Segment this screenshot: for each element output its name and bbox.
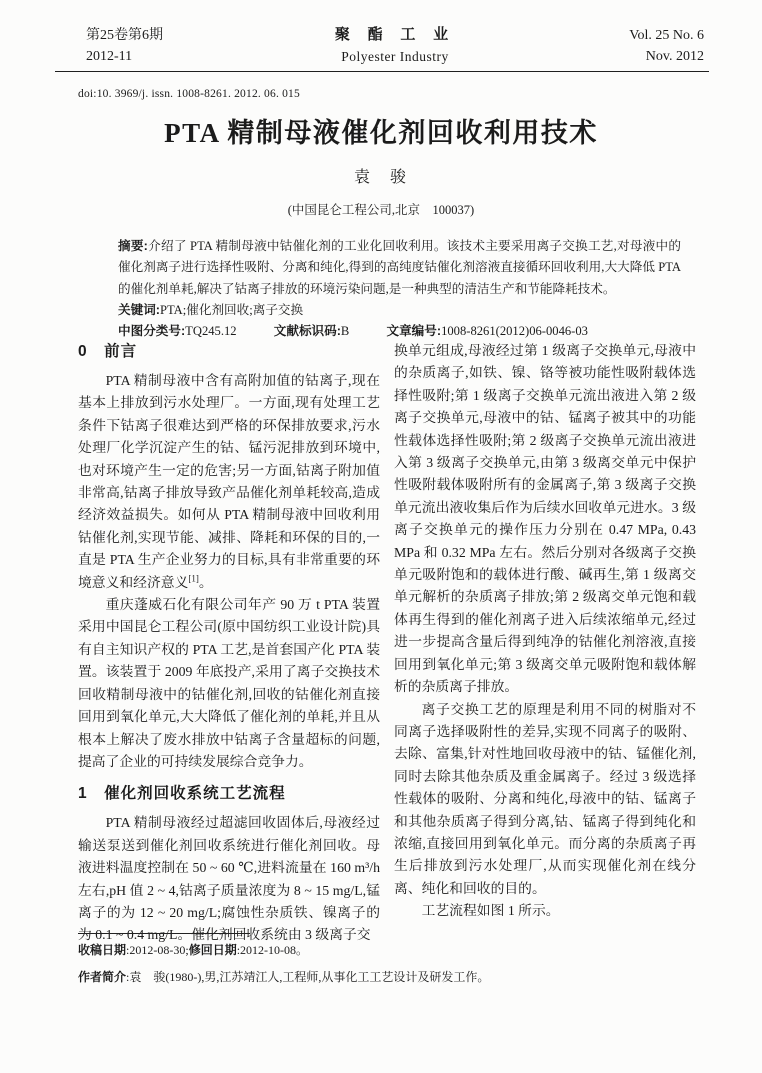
- abstract-text: 介绍了 PTA 精制母液中钴催化剂的工业化回收利用。该技术主要采用离子交换工艺,对母液中的催化剂离子进行选择性吸附、分离和纯化,得到的高纯度钴催化剂溶液直接循环回收利用,大大降低 PTA 的催化剂单耗,解决了钴离子排放的环境污染问题,是一种典型的清洁生产和节能降耗技术。: [118, 239, 681, 296]
- paragraph-principle: 离子交换工艺的原理是利用不同的树脂对不同离子选择吸附性的差异,实现不同离子的吸附、去除、富集,针对性地回收母液中的钴、锰催化剂,同时去除其他杂质及重金属离子。经过 3 级选择性载体的吸附、分离和纯化,母液中的钴、锰离子和其他杂质离子得到分离,钴、锰离子得到纯化和浓缩,直接回用到氧化单元。而分离的杂质离子再生后排放到污水处理厂,从而实现催化剂在线分离、纯化和回收的目的。: [394, 701, 696, 896]
- paragraph-process-1-continued: 换单元组成,母液经过第 1 级离子交换单元,母液中的杂质离子,如铁、镍、铬等被功能性吸附载体选择性吸附;第 1 级离子交换单元流出液进入第 2 级离子交换单元,母液中的钴、锰离子被其中的功能性载体选择性吸附;第 2 级离子交换单元流出液进入第 3 级离子交换单元,由第 3 级离交单元中保护性吸附载体吸附所有的金属离子,第 3 级离子交换单元流出液收集后作为后续水回收单元进水。3 级离子交换单元的操作压力分别在 0.47 MPa, 0.43 MPa 和 0.32 MPa 左右。然后分别对各级离子交换单元吸附饱和的载体进行酸、碱再生,第 1 级离交单元解析的杂质离子排放;第 2 级离交单元饱和载体再生得到的催化剂离子进入后续浓缩单元,经过进一步提高含量后得到纯净的钴催化剂溶液,直接回用到氧化单元;第 3 级离交单元吸附饱和载体解析的杂质离子排放。: [394, 343, 696, 695]
- paragraph-process-1: PTA 精制母液经过超滤回收固体后,母液经过输送泵送到催化剂回收系统进行催化剂回收。母液进料温度控制在 50 ~ 60 ℃,进料流量在 160 m³/h 左右,pH 值 2 ~ 4,钴离子质量浓度为 8 ~ 15 mg/L,锰离子的为 12 ~ 20 mg/L;腐蚀性杂质铁、镍离子的为 0.1 ~ 0.4 mg/L。催化剂回收系统由 3 级离子交: [78, 815, 380, 943]
- paragraph-intro-2: 重庆蓬威石化有限公司年产 90 万 t PTA 装置采用中国昆仑工程公司(原中国纺织工业设计院)具有自主知识产权的 PTA 工艺,是首套国产化 PTA 装置。该装置于 2009 年底投产,采用了离子交换技术回收精制母液中的钴催化剂,回收的钴催化剂直接回用到氧化单元,大大降低了催化剂的单耗,并且从根本上解决了废水排放中钴离子含量超标的问题,提高了企业的可持续发展综合竞争力。: [78, 597, 380, 769]
- article-id: [386, 324, 588, 338]
- footnote-dates: [78, 937, 693, 964]
- clc-value: TQ245.12: [185, 324, 237, 339]
- journal-date-cn: 2012-11: [86, 49, 133, 64]
- doccode-value: B: [340, 324, 350, 339]
- paragraph-intro-1: [78, 370, 380, 594]
- journal-title-en: Polyester Industry: [341, 49, 449, 64]
- keywords-line: [118, 300, 681, 321]
- journal-title-cn: 聚 酯 工 业: [334, 27, 456, 43]
- article-title: PTA 精制母液催化剂回收利用技术: [164, 118, 598, 148]
- paragraph-figure-reference: 工艺流程如图 1 所示。: [421, 903, 560, 919]
- author-bio-label: 作者简介: [78, 970, 127, 984]
- document-code: [274, 324, 350, 338]
- clc-number: [118, 324, 237, 338]
- header-journal-block: [292, 25, 498, 67]
- paragraph-text: 。: [198, 574, 213, 590]
- doccode-label: 文献标识码:: [273, 324, 341, 339]
- paragraph-text: PTA 精制母液中含有高附加值的钴离子,现在基本上排放到污水处理厂。一方面,现有处理工艺条件下钴离子很难达到严格的环保排放要求,污水处理厂化学沉淀产生的钴、锰污泥排放到环境中,也对环境产生一定的危害;另一方面,钴离子附加值非常高,钴离子排放导致产品催化剂单耗较高,造成经济效益损失。如何从 PTA 精制母液中回收利用钴催化剂,实现节能、减排、降耗和环保的目的,一直是 PTA 生产企业努力的目标,具有非常重要的环境意义和经济意义: [78, 373, 380, 590]
- footnote-block: [78, 933, 693, 991]
- articleid-label: 文章编号:: [386, 324, 442, 339]
- abstract-label: 摘要:: [118, 239, 148, 253]
- header-divider: [55, 71, 709, 72]
- footnote-divider: [78, 933, 250, 934]
- section-heading-0: 0 前言: [78, 343, 138, 360]
- section-heading-1: 1 催化剂回收系统工艺流程: [78, 785, 286, 803]
- left-column: [78, 340, 380, 947]
- journal-header: [86, 25, 704, 67]
- journal-volume-en: Vol. 25 No. 6: [629, 28, 704, 43]
- article-meta: [118, 236, 681, 342]
- author-affiliation: (中国昆仑工程公司,北京 100037): [287, 203, 475, 217]
- abstract: [118, 236, 681, 300]
- clc-label: 中图分类号:: [118, 324, 186, 339]
- articleid-value: 1008-8261(2012)06-0046-03: [441, 324, 588, 339]
- received-date-label: 收稿日期: [78, 943, 127, 957]
- keywords-text: PTA;催化剂回收;离子交换: [159, 302, 304, 317]
- header-issue-block: [86, 25, 292, 67]
- keywords-label: 关键词:: [118, 302, 160, 317]
- citation-ref-1: [1]: [188, 573, 199, 584]
- author-bio-value: :袁 骏(1980-),男,江苏靖江人,工程师,从事化工工艺设计及研发工作。: [126, 970, 490, 984]
- author-name: 袁 骏: [353, 169, 408, 186]
- journal-date-en: Nov. 2012: [645, 49, 704, 64]
- header-volume-block: [498, 25, 704, 67]
- right-column: [394, 340, 696, 947]
- doi: doi:10. 3969/j. issn. 1008-8261. 2012. 06. 015: [78, 88, 300, 100]
- article-body: [78, 340, 696, 947]
- revised-date-value: :2012-10-08。: [236, 943, 309, 957]
- journal-issue-cn: 第25卷第6期: [86, 28, 163, 43]
- received-date-value: :2012-08-30;: [126, 943, 189, 957]
- revised-date-label: 修回日期: [188, 943, 237, 957]
- footnote-author-bio: [78, 964, 693, 991]
